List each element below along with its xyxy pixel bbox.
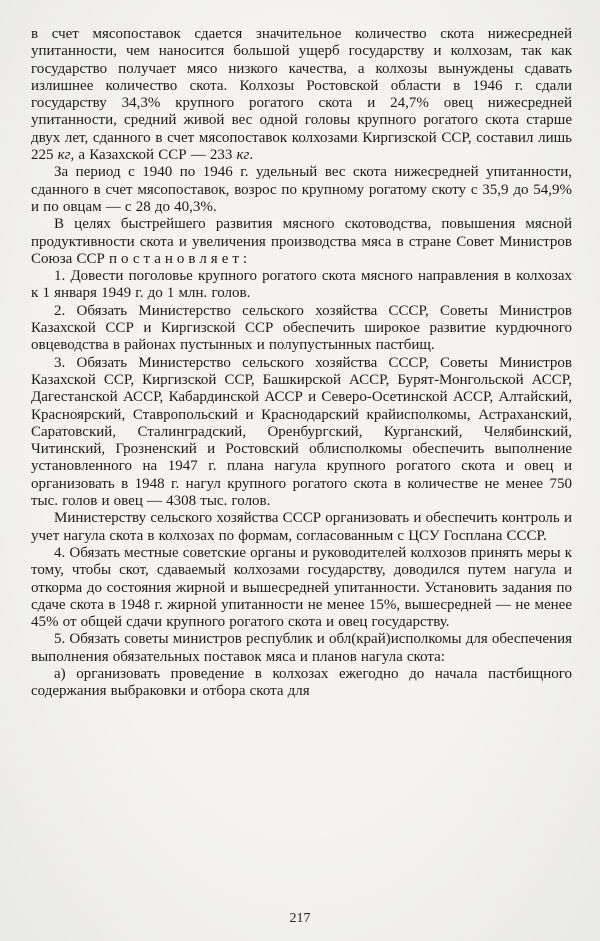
text-segment: кг [236, 147, 250, 164]
text-segment: в счет мясопоставок сдается значительное количество скота нижесредней упитанности, чем наносится большой ущерб государству и колхозам, так как государство получает мясо низкого качества, а колхозы вынуждены сдавать излишнее количество скота. Колхозы Ростовской области в 1946 г. сдали государству 34,3% крупного рогатого скота и 24,7% овец нижесредней упитанности, средний живой вес одной головы крупного рогатого скота старше двух лет, сданного в счет мясопоставок колхозами Киргизской ССР, составил лишь 225 [31, 26, 572, 164]
page-number: 217 [289, 911, 311, 926]
paragraph [31, 355, 572, 511]
paragraph [31, 631, 572, 666]
text-segment: В целях быстрейшего развития мясного скотоводства, повышения мясной продуктивности скота и увеличения производства мяса в стране Совет Министров Союза ССР [31, 216, 572, 267]
paragraph [31, 216, 572, 268]
paragraph [31, 666, 572, 701]
text-segment: 1. Довести поголовье крупного рогатого скота мясного направления в колхозах к 1 января 1949 г. до 1 млн. голов. [31, 268, 572, 302]
text-segment: 5. Обязать советы министров республик и обл(край)исполкомы для обеспечения выполнения обязательных поставок мяса и планов нагула скота: [31, 631, 572, 665]
paragraph [31, 164, 572, 216]
text-block [31, 26, 572, 701]
text-segment: 4. Обязать местные советские органы и руководителей колхозов принять меры к тому, чтобы скот, сдаваемый колхозами государству, доводился путем нагула и откорма до состояния жирной и вышесредней упитанности. Установить задания по сдаче скота в 1948 г. жирной упитанности не менее 15%, вышесредней — не менее 45% от общей сдачи крупного рогатого скота и овец государству. [31, 544, 572, 631]
text-segment: Министерству сельского хозяйства СССР организовать и обеспечить контроль и учет нагула скота в колхозах по формам, согласованным с ЦСУ Госплана СССР. [31, 510, 572, 544]
text-segment: 2. Обязать Министерство сельского хозяйства СССР, Советы Министров Казахской ССР и Киргизской ССР обеспечить широкое развитие курдючного овцеводства в районах пустынных и полупустынных пастбищ. [31, 302, 572, 354]
text-segment: 3. Обязать Министерство сельского хозяйства СССР, Советы Министров Казахской ССР, Киргизской ССР, Башкирской АССР, Бурят-Монгольской АССР, Дагестанской АССР, Кабардинской АССР и Северо-Осетинской АССР, Алтайский, Красноярский, Ставропольский и Краснодарский крайисполкомы, Астраханский, Саратовский, Сталинградский, Оренбургский, Курганский, Челябинский, Читинский, Грозненский и Ростовский облисполкомы обеспечить выполнение установленного на 1947 г. плана нагула крупного рогатого скота и овец и организовать в 1948 г. нагул крупного рогатого скота в количестве не менее 750 тыс. голов и овец — 4308 тыс. голов. [31, 354, 572, 510]
text-segment: , а Казахской ССР — 233 [70, 147, 237, 164]
paragraph [31, 510, 572, 545]
paragraph [31, 26, 572, 164]
text-segment: За период с 1940 по 1946 г. удельный вес скота нижесредней упитанности, сданного в счет мясопоставок, возрос по крупному рогатому скоту с 35,9 до 54,9% и по овцам — с 28 до 40,3%. [31, 164, 572, 215]
paragraph [31, 545, 572, 631]
paragraph [31, 268, 572, 303]
text-segment: постановляет [108, 250, 243, 267]
text-segment: кг [57, 147, 71, 164]
text-segment: а) организовать проведение в колхозах ежегодно до начала пастбищного содержания выбраковки и отбора скота для [31, 665, 572, 700]
text-segment: : [242, 250, 248, 267]
text-segment: . [249, 147, 254, 164]
paragraph [31, 303, 572, 355]
